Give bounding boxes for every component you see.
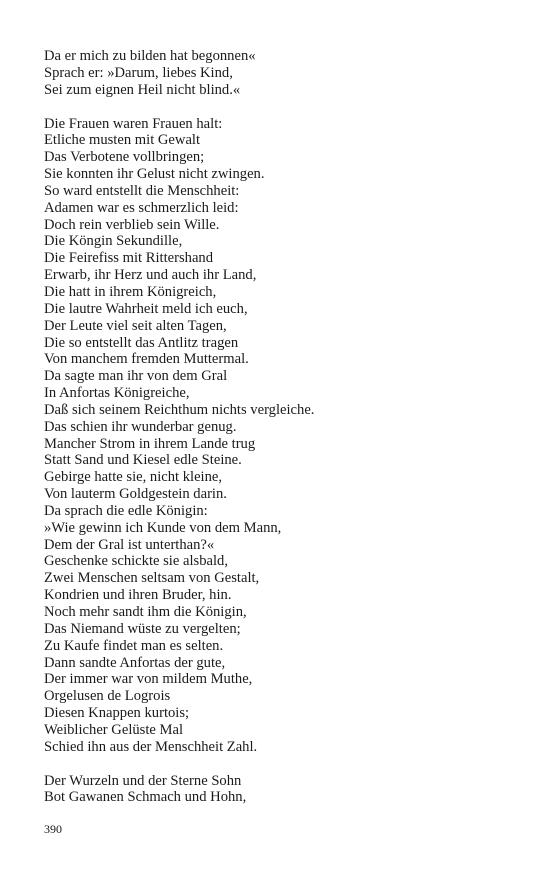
- verse-line: Die lautre Wahrheit meld ich euch,: [44, 300, 248, 317]
- verse-line: In Anfortas Königreiche,: [44, 385, 190, 402]
- verse-line: Orgelusen de Logrois: [44, 688, 171, 705]
- verse-line: Diesen Knappen kurtois;: [44, 705, 190, 722]
- verse-line: Sprach er: »Darum, liebes Kind,: [44, 64, 233, 81]
- verse-line: Da er mich zu bilden hat begonnen«: [44, 48, 256, 64]
- verse-line: Die hatt in ihrem Königreich,: [44, 283, 217, 300]
- stanza-gap: [44, 756, 514, 773]
- verse-line: Die Frauen waren Frauen halt:: [44, 115, 223, 132]
- verse-line: Statt Sand und Kiesel edle Steine.: [44, 452, 242, 469]
- verse-line: Zu Kaufe findet man es selten.: [44, 637, 224, 654]
- verse-line: Erwarb, ihr Herz und auch ihr Land,: [44, 267, 257, 284]
- verse-line: Noch mehr sandt ihm die Königin,: [44, 604, 247, 620]
- verse-line: Schied ihn aus der Menschheit Zahl.: [44, 738, 258, 755]
- verse-line: Bot Gawanen Schmach und Hohn,: [44, 789, 247, 806]
- verse-line: Das Verbotene vollbringen;: [44, 149, 205, 166]
- verse-line: Adamen war es schmerzlich leid:: [44, 199, 239, 216]
- verse-line: Sei zum eignen Heil nicht blind.«: [44, 81, 241, 98]
- stanza-2: [44, 116, 514, 756]
- verse-line: Die Feirefiss mit Rittershand: [44, 250, 214, 267]
- verse-line: Das Niemand wüste zu vergelten;: [44, 620, 241, 637]
- verse-line: Da sagte man ihr von dem Gral: [44, 368, 228, 385]
- verse-line: Dem der Gral ist unterthan?«: [44, 536, 215, 553]
- verse-line: So ward entstellt die Menschheit:: [44, 182, 240, 199]
- verse-line: Von manchem fremden Muttermal.: [44, 351, 249, 368]
- verse-line: Zwei Menschen seltsam von Gestalt,: [44, 570, 260, 587]
- verse-line: Die Köngin Sekundille,: [44, 233, 183, 250]
- verse-line: Doch rein verblieb sein Wille.: [44, 216, 220, 233]
- verse-line: »Wie gewinn ich Kunde von dem Mann,: [44, 519, 282, 536]
- verse-line: Kondrien und ihren Bruder, hin.: [44, 587, 232, 604]
- verse-line: Geschenke schickte sie alsbald,: [44, 553, 228, 570]
- verse-line: Das schien ihr wunderbar genug.: [44, 418, 237, 435]
- verse-line: Die so entstellt das Antlitz tragen: [44, 334, 239, 351]
- verse-line: Der immer war von mildem Muthe,: [44, 671, 253, 688]
- verse-line: Der Wurzeln und der Sterne Sohn: [44, 772, 242, 789]
- verse-line: Mancher Strom in ihrem Lande trug: [44, 435, 256, 452]
- stanza-gap: [44, 99, 514, 116]
- stanza-1: [44, 48, 514, 99]
- verse-line: Von lauterm Goldgestein darin.: [44, 486, 227, 503]
- verse-line: Daß sich seinem Reichthum nichts vergleiche.: [44, 401, 315, 418]
- page-number: 390: [44, 822, 62, 836]
- verse-line: Weiblicher Gelüste Mal: [44, 721, 184, 738]
- verse-line: Da sprach die edle Königin:: [44, 502, 208, 519]
- stanza-3: [44, 773, 514, 807]
- verse-line: Sie konnten ihr Gelust nicht zwingen.: [44, 166, 265, 183]
- verse-line: Dann sandte Anfortas der gute,: [44, 654, 226, 671]
- verse-line: Gebirge hatte sie, nicht kleine,: [44, 469, 223, 486]
- verse-line: Der Leute viel seit alten Tagen,: [44, 317, 227, 334]
- poem-text: [44, 48, 514, 806]
- verse-line: Etliche musten mit Gewalt: [44, 132, 201, 149]
